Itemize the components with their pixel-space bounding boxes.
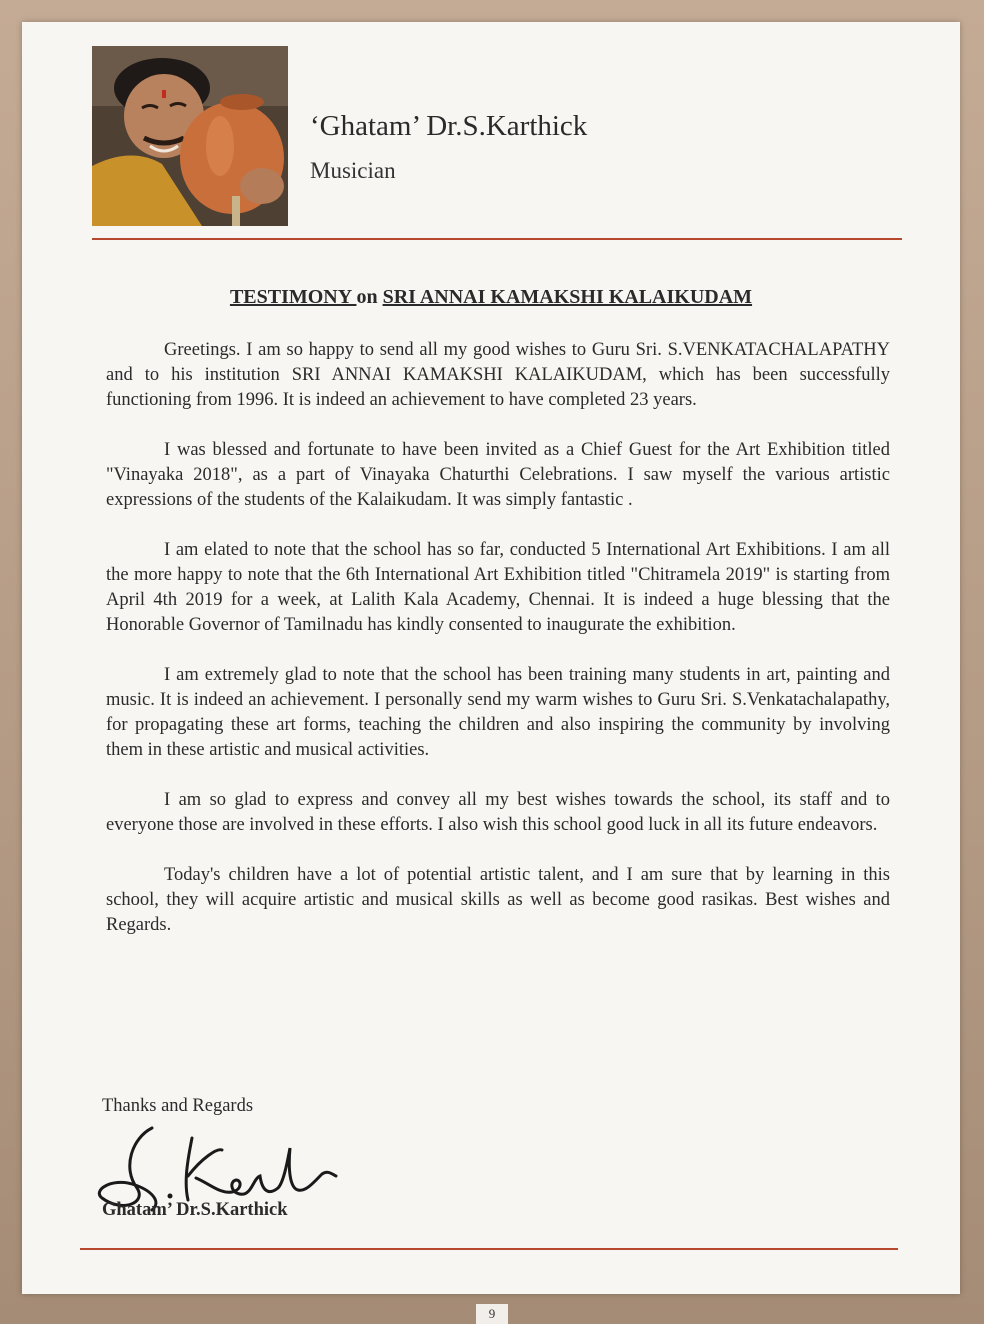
paragraph-5: I am so glad to express and convey all my best wishes towards the school, its staff and to everyone those are involved in these efforts. I also wish this school good luck in all its future endeavors. <box>106 790 890 835</box>
author-name: ‘Ghatam’ Dr.S.Karthick <box>310 110 588 142</box>
footer-divider <box>80 1248 898 1250</box>
title-institution: SRI ANNAI KAMAKSHI KALAIKUDAM <box>382 286 753 308</box>
page-number: 9 <box>476 1304 508 1324</box>
document-page <box>22 22 960 1294</box>
title-testimony: TESTIMONY <box>229 286 357 308</box>
paragraph-1: Greetings. I am so happy to send all my good wishes to Guru Sri. S.VENKATACHALAPATHY and to his institution SRI ANNAI KAMAKSHI KALAIKUDAM, which has been successfully functioning from 1996. It is indeed an achievement to have completed 23 years. <box>106 340 890 410</box>
title-on: on <box>356 286 383 308</box>
letter-body <box>106 338 890 963</box>
signer-name: Ghatam’ Dr.S.Karthick <box>102 1200 288 1220</box>
document-title <box>22 286 960 309</box>
portrait-photo <box>92 46 288 226</box>
paragraph-4: I am extremely glad to note that the school has been training many students in art, painting and music. It is indeed an achievement. I personally send my warm wishes to Guru Sri. S.Venkatachalapathy, for propagating these art forms, teaching the children and also inspiring the community by involving them in these artistic and musical activities. <box>106 665 890 760</box>
paragraph-3: I am elated to note that the school has so far, conducted 5 International Art Exhibitions. I am all the more happy to note that the 6th International Art Exhibition titled "Chitramela 2019" is starting from April 4th 2019 for a week, at Lalith Kala Academy, Chennai. It is indeed a huge blessing that the Honorable Governor of Tamilnadu has kindly consented to inaugurate the exhibition. <box>106 540 890 635</box>
author-role: Musician <box>310 158 396 183</box>
header-divider <box>92 238 902 240</box>
paragraph-6: Today's children have a lot of potential artistic talent, and I am sure that by learning in this school, they will acquire artistic and musical skills as well as become good rasikas. Best wishes and Regards. <box>106 865 890 935</box>
paragraph-2: I was blessed and fortunate to have been invited as a Chief Guest for the Art Exhibition titled "Vinayaka 2018", as a part of Vinayaka Chaturthi Celebrations. I saw myself the various artistic expressions of the students of the Kalaikudam. It was simply fantastic . <box>106 440 890 510</box>
closing-line: Thanks and Regards <box>102 1096 254 1116</box>
